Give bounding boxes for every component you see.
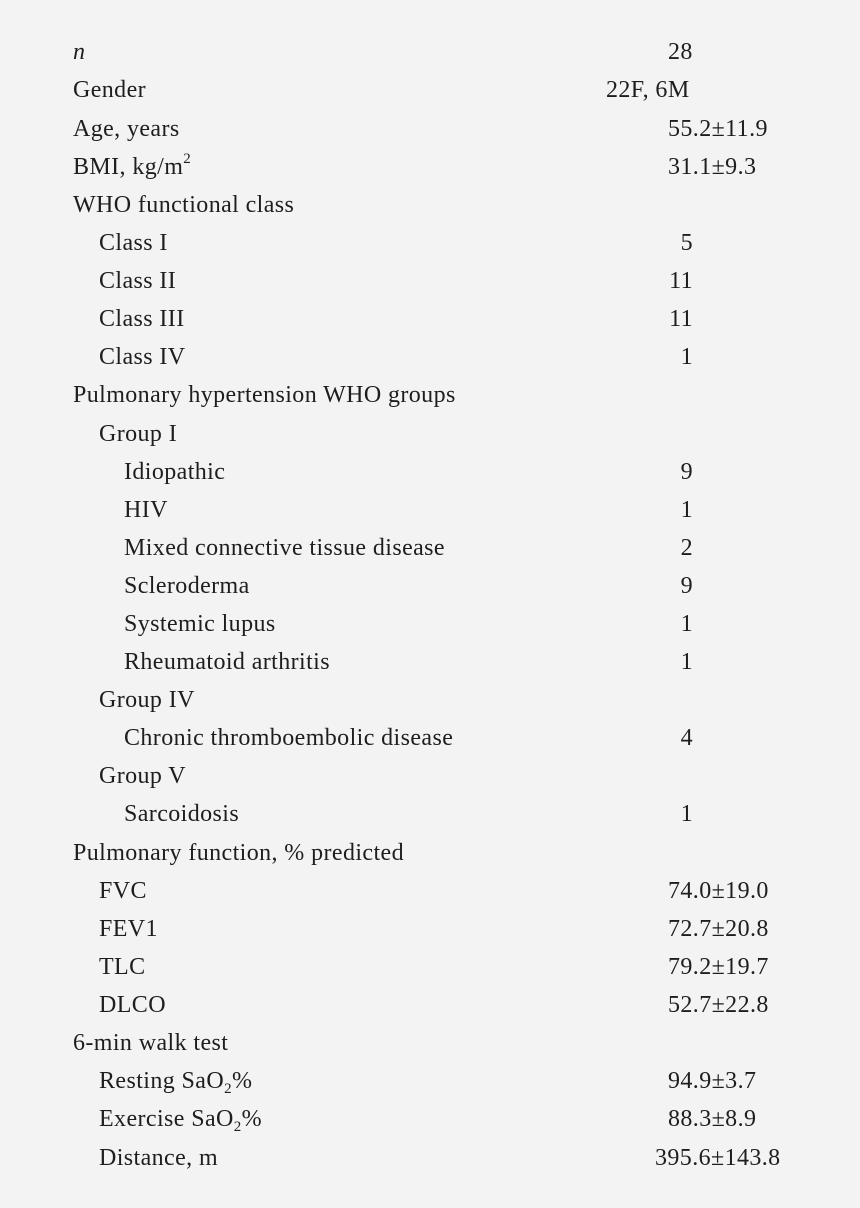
row-value: 1	[680, 649, 693, 675]
row-label: Distance, m	[99, 1145, 219, 1171]
row-value: 2	[680, 535, 693, 561]
row-value: 1	[680, 611, 693, 637]
label-text: Exercise SaO	[99, 1106, 234, 1132]
table-row-class-ii	[0, 267, 860, 305]
table-row-class-i	[0, 229, 860, 267]
label-suffix: %	[231, 1068, 253, 1094]
row-value: 88.3±8.9	[668, 1106, 757, 1132]
row-value: 31.1±9.3	[668, 154, 757, 180]
row-label: Class II	[99, 268, 177, 294]
row-value: 72.7±20.8	[668, 916, 769, 942]
table-row-rheumatoid-arthritis	[0, 648, 860, 686]
table-row-cted	[0, 724, 860, 762]
table-row-gender	[0, 76, 860, 114]
row-label: Idiopathic	[124, 459, 226, 485]
section-header-pulmonary-function	[0, 839, 860, 877]
row-label: Group IV	[99, 687, 195, 713]
row-label: 6-min walk test	[73, 1030, 229, 1056]
row-value: 55.2±11.9	[668, 116, 768, 142]
table-row-age	[0, 115, 860, 153]
table-row-sarcoidosis	[0, 800, 860, 838]
row-label: FEV1	[99, 916, 158, 942]
row-label: Systemic lupus	[124, 611, 276, 637]
superscript: 2	[183, 151, 192, 167]
row-label: Group V	[99, 763, 187, 789]
table-row-idiopathic	[0, 458, 860, 496]
table-row-tlc	[0, 953, 860, 991]
subscript: 2	[233, 1119, 242, 1135]
row-label: TLC	[99, 954, 146, 980]
row-value: 1	[680, 801, 693, 827]
table-row-distance	[0, 1144, 860, 1182]
row-value: 9	[680, 573, 693, 599]
table-row-hiv	[0, 496, 860, 534]
table-row-resting-sao2	[0, 1067, 860, 1105]
row-value: 4	[680, 725, 693, 751]
section-header-who-class	[0, 191, 860, 229]
row-value: 22F, 6M	[606, 77, 690, 103]
row-label: Pulmonary hypertension WHO groups	[73, 382, 456, 408]
row-label: HIV	[124, 497, 168, 523]
row-value: 79.2±19.7	[668, 954, 769, 980]
row-value: 1	[680, 344, 693, 370]
subsection-header-group-i	[0, 420, 860, 458]
row-value: 9	[680, 459, 693, 485]
row-label: Rheumatoid arthritis	[124, 649, 330, 675]
row-value: 11	[669, 306, 693, 332]
row-label: DLCO	[99, 992, 166, 1018]
row-label: n	[73, 39, 86, 65]
subscript: 2	[224, 1081, 232, 1097]
table-row-scleroderma	[0, 572, 860, 610]
row-label: Class III	[99, 306, 185, 332]
table-row-bmi	[0, 153, 860, 191]
subsection-header-group-v	[0, 762, 860, 800]
row-label: Gender	[73, 77, 147, 103]
row-label: Class IV	[99, 344, 186, 370]
row-label: Sarcoidosis	[124, 801, 240, 827]
table-row-class-iii	[0, 305, 860, 343]
table-row-exercise-sao2	[0, 1105, 860, 1143]
row-label: Group I	[99, 421, 178, 447]
table-row-dlco	[0, 991, 860, 1029]
table-row-systemic-lupus	[0, 610, 860, 648]
section-header-ph-groups	[0, 381, 860, 419]
row-value: 395.6±143.8	[655, 1145, 781, 1171]
row-value: 5	[680, 230, 693, 256]
row-value: 1	[680, 497, 693, 523]
row-label	[99, 1105, 262, 1133]
row-value: 11	[669, 268, 693, 294]
row-value: 74.0±19.0	[668, 878, 769, 904]
row-label: Scleroderma	[124, 573, 250, 599]
label-suffix: %	[241, 1106, 263, 1132]
row-value: 28	[668, 39, 693, 65]
table-row-mctd	[0, 534, 860, 572]
subsection-header-group-iv	[0, 686, 860, 724]
row-label: Pulmonary function, % predicted	[73, 840, 404, 866]
row-label	[99, 1067, 252, 1095]
row-label: Class I	[99, 230, 168, 256]
row-label: WHO functional class	[73, 192, 295, 218]
row-label	[73, 153, 191, 181]
table-row-class-iv	[0, 343, 860, 381]
row-label: Age, years	[73, 116, 180, 142]
label-text: Resting SaO	[99, 1068, 225, 1094]
row-label: Chronic thromboembolic disease	[124, 725, 454, 751]
label-text: BMI, kg/m	[73, 154, 184, 180]
table-row-n	[0, 38, 860, 76]
row-label: FVC	[99, 878, 147, 904]
section-header-walk-test	[0, 1029, 860, 1067]
row-value: 52.7±22.8	[668, 992, 769, 1018]
row-value: 94.9±3.7	[668, 1068, 757, 1094]
table-row-fvc	[0, 877, 860, 915]
row-label: Mixed connective tissue disease	[124, 535, 445, 561]
table-row-fev1	[0, 915, 860, 953]
